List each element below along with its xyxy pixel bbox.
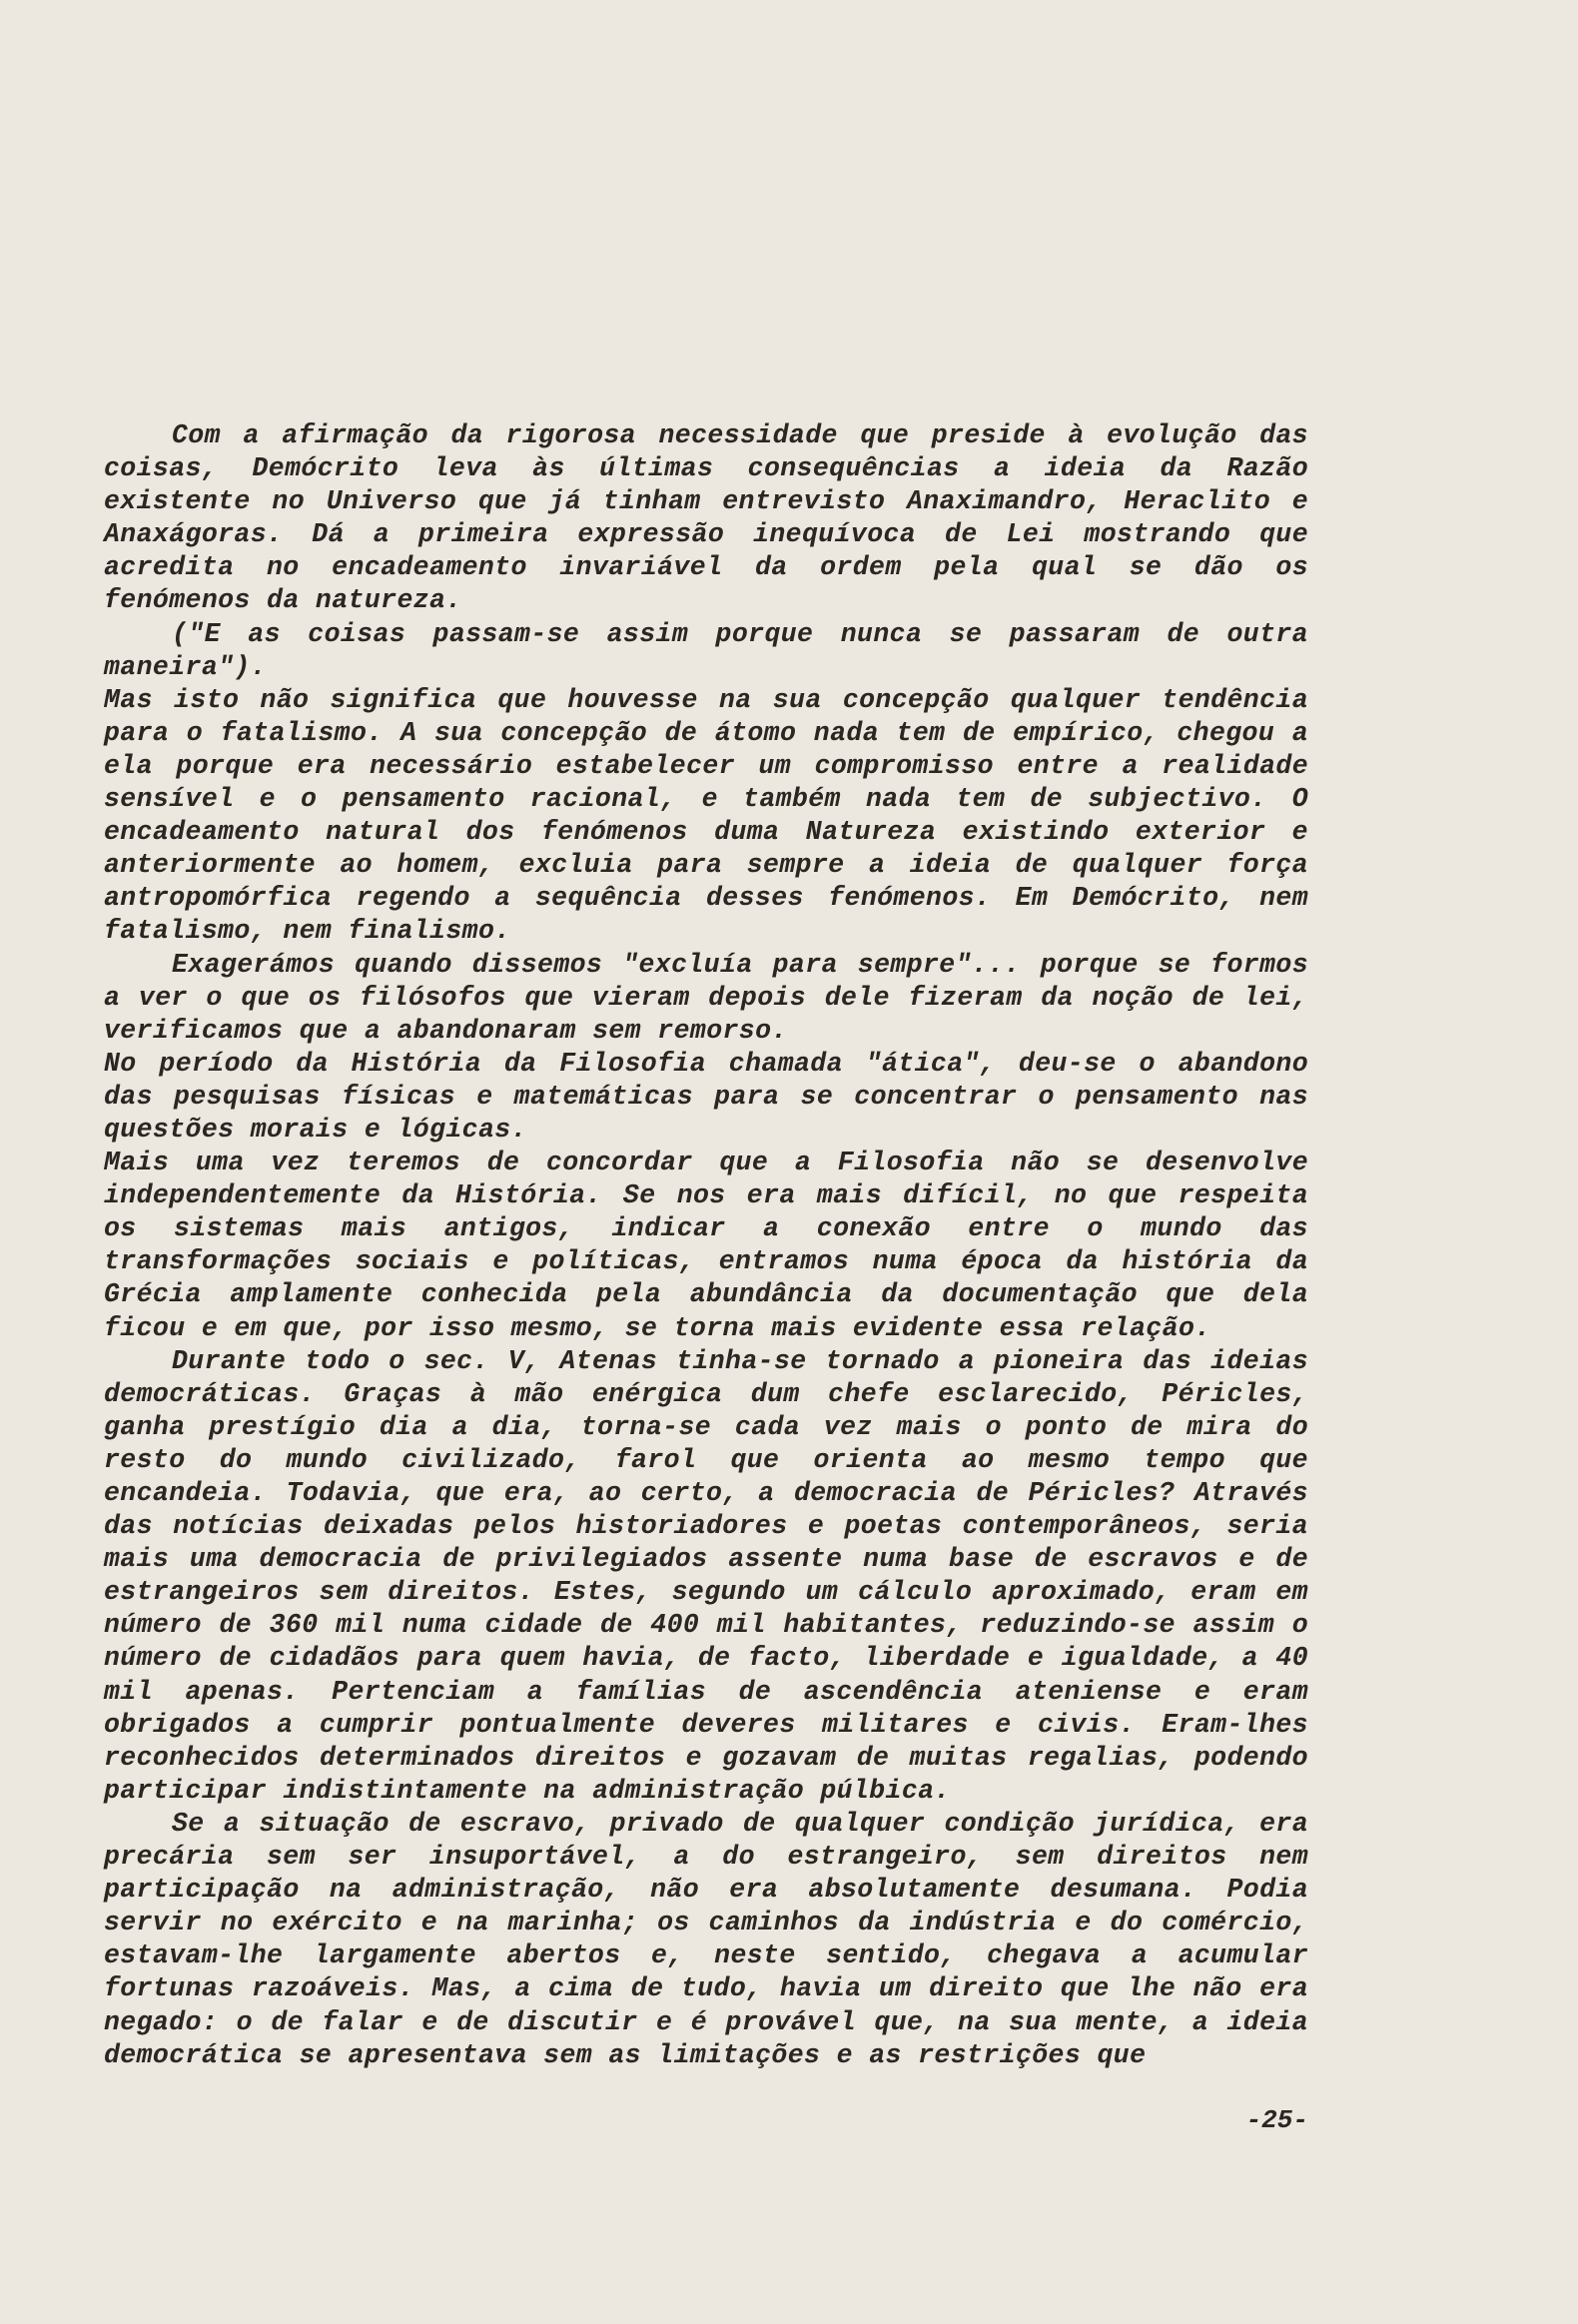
- paragraph-3: Mas isto não significa que houvesse na sua concepção qualquer tendência para o fatalismo. A sua concepção de átomo nada tem de empírico, chegou a ela porque era necessário estabelecer um compromisso entre a realidade sensível e o pensamento racional, e também nada tem de subjectivo. O encadeamento natural dos fenómenos duma Natureza existindo exterior e anteriormente ao homem, excluia para sempre a ideia de qualquer força antropomórfica regendo a sequência desses fenómenos. Em Demócrito, nem fatalismo, nem finalismo.: [104, 684, 1308, 947]
- page-number: -25-: [1245, 2105, 1308, 2135]
- paragraph-8: Se a situação de escravo, privado de qualquer condição jurídica, era precária sem ser insuportável, a do estrangeiro, sem direitos nem participação na administração, não era absolutamente desumana. Podia servir no exército e na marinha; os caminhos da indústria e do comércio, estavam-lhe largamente abertos e, neste sentido, chegava a acumular fortunas razoáveis. Mas, a cima de tudo, havia um direito que lhe não era negado: o de falar e de discutir e é provável que, na sua mente, a ideia democrática se apresentava sem as limitações e as restrições que: [104, 1808, 1308, 2070]
- paragraph-1: Com a afirmação da rigorosa necessidade que preside à evolução das coisas, Demócrito leva às últimas consequências a ideia da Razão existente no Universo que já tinham entrevisto Anaximandro, Heraclito e Anaxágoras. Dá a primeira expressão inequívoca de Lei mostrando que acredita no encadeamento invariável da ordem pela qual se dão os fenómenos da natureza.: [104, 420, 1308, 616]
- paragraph-7: Durante todo o sec. V, Atenas tinha-se tornado a pioneira das ideias democráticas. Graças à mão enérgica dum chefe esclarecido, Péricles, ganha prestígio dia a dia, torna-se cada vez mais o ponto de mira do resto do mundo civilizado, farol que orienta ao mesmo tempo que encandeia. Todavia, que era, ao certo, a democracia de Péricles? Através das notícias deixadas pelos historiadores e poetas contemporâneos, seria mais uma democracia de privilegiados assente numa base de escravos e de estrangeiros sem direitos. Estes, segundo um cálculo aproximado, eram em número de 360 mil numa cidade de 400 mil habitantes, reduzindo-se assim o número de cidadãos para quem havia, de facto, liberdade e igualdade, a 40 mil apenas. Pertenciam a famílias de ascendência ateniense e eram obrigados a cumprir pontualmente deveres militares e civis. Eram-lhes reconhecidos determinados direitos e gozavam de muitas regalias, podendo participar indistintamente na administração púlbica.: [104, 1345, 1308, 1806]
- paragraph-2: ("E as coisas passam-se assim porque nunca se passaram de outra maneira").: [104, 618, 1308, 682]
- paragraph-5: No período da História da Filosofia chamada "ática", deu-se o abandono das pesquisas físicas e matemáticas para se concentrar o pensamento nas questões morais e lógicas.: [104, 1048, 1308, 1145]
- body-text: [104, 419, 1308, 2072]
- paragraph-4: Exagerámos quando dissemos "excluía para sempre"... porque se formos a ver o que os filósofos que vieram depois dele fizeram da noção de lei, verificamos que a abandonaram sem remorso.: [104, 949, 1308, 1046]
- paragraph-6: Mais uma vez teremos de concordar que a Filosofia não se desenvolve independentemente da História. Se nos era mais difícil, no que respeita os sistemas mais antigos, indicar a conexão entre o mundo das transformações sociais e políticas, entramos numa época da história da Grécia amplamente conhecida pela abundância da documentação que dela ficou e em que, por isso mesmo, se torna mais evidente essa relação.: [104, 1148, 1308, 1343]
